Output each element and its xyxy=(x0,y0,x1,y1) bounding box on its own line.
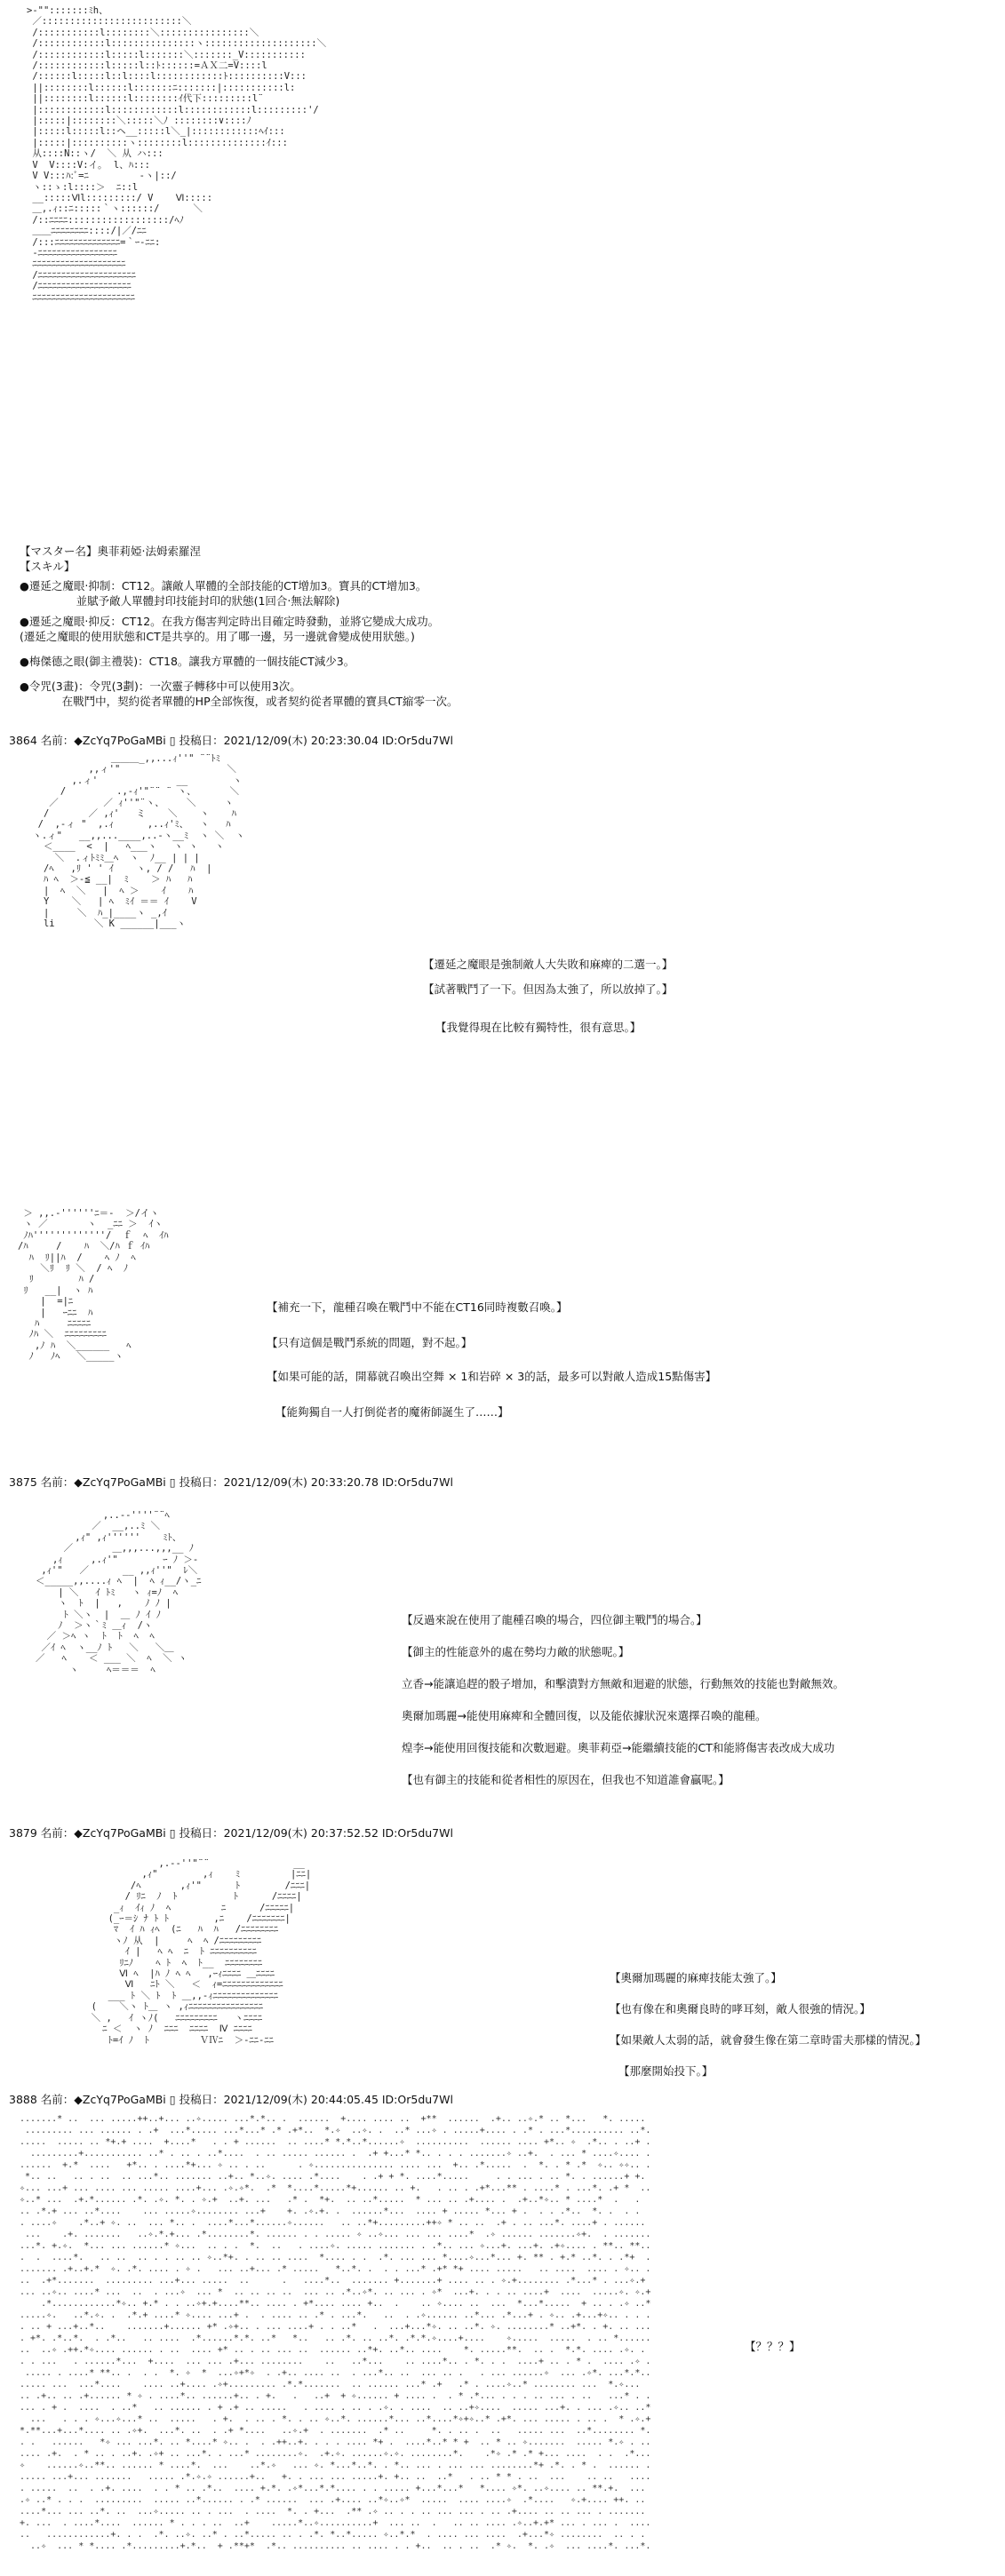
noise-row: .. .+.. .. .+...... * ✧ . ....*.. ......+.. . +. . ..+ + ✧...... + .... . . * .*... . . . .. ... . .. ...* . . xyxy=(20,2391,651,2401)
noise-row: ..... . ....* **.. . . . *. ✧ * ...✧+*✧ . .+.. .... .. . ...*.. .. ... .. . . ... ......✧ ... .✧*. ...*.*.. xyxy=(20,2368,651,2378)
noise-row: .. ..✧ .++.*✧.... ...... . .. .... +* .. . .. ... .. ...... ..*+. ..*.. .... *. .....**. .. . *.*. .... .✧. . xyxy=(20,2345,651,2355)
noise-row: ......... ... ...... . .+ ...*..... ...*...* .* .+*.. *.✧ ..✧. . ..* ...✧ . .....+.... . .* . ...*.......... ..*. xyxy=(20,2126,651,2135)
noise-row: ..✧ ... * *.... .*.........+.*.. + .**+* .*.. .......... .. .... . . +.. .. . .. .* ✧. *. .✧ ... ....*. ...*. xyxy=(20,2541,651,2551)
noise-row: .. .+*....... ......... ...+... ..... .. . ....*.. ....... +.......+ .... .. . ✧.+........ .*...* . ...✧.+ xyxy=(20,2276,651,2286)
noise-row: *.. .. .. . .. .. ...*.. ....... ..+.. *..✧. .... .*.... . .+ + *. ....*..... . . ... . .. *. . ......+ +. xyxy=(20,2172,651,2182)
dialogue-line: 【如果敵人太弱的話，就會發生像在第二章時雷夫那樣的情況。】 xyxy=(610,2033,927,2047)
noise-row: ..... ... ...*.... .... ..+.... .✧+......... .*.*....... .. ...... ...* .+ .* . ....✧..* ........ ... *.✧... xyxy=(20,2380,651,2389)
noise-row: ... . + . .... . ..* .. ...... . + .+ .. ..... . .... . .. . .✧. . .... .. ..+✧.... ..... ...+. . ... .✧.. ..* xyxy=(20,2403,651,2413)
skill-line: 並賦予敵人單體封印技能封印的狀態(1回合‧無法解除) xyxy=(20,594,340,608)
noise-row: . ..... .. . .+. .... . . * .. .*.. .... +.*. .✧*...*.*.... . . ..... +...*...* *.... ✧*. ..✧.... .. **.+. ... xyxy=(20,2484,651,2493)
noise-row: .....✧. ..*.✧. . .*.+ ....* ✧.... ...+ . . .... .. .* . ...*. .. . .✧...... ..*... .*...+ . ✧.. .+...+✧.. . . . xyxy=(20,2310,651,2320)
post-header: 3888 名前：◆ZcYq7PoGaMBi ▯ 投稿日：2021/12/09(木) 20:44:05.45 ID:Or5du7Wl xyxy=(9,2093,453,2106)
skill-line: (遷延之魔眼的使用狀態和CT是共享的。用了哪一邊，另一邊就會變成使用狀態。) xyxy=(20,630,415,643)
noise-row: .... .+. . * .. . ..+. .✧+ .. ...*. . ...* ........✧. .+.✧. ......✧.✧. ........*. .*✧ .* .* +... .... . . .*... xyxy=(20,2449,651,2459)
noise-row: . ....✧ .*..+ ✧. .. ... *.. . ....*...*......✧...... .. ..*+.........++✧ * .. .. .+ . .. ...*. ....+ . ...... xyxy=(20,2218,651,2228)
noise-row: . +*. .*..*. . .*.. .. .... .*......*.*. ..* *.. .. .*. .. ..*. .*.*.✧....+.... ✧..... ..... . .. *...... xyxy=(20,2334,651,2343)
dialogue-line: 【遷延之魔眼是強制敵人大失敗和麻痺的二選一。】 xyxy=(423,958,674,971)
noise-row: ....... .+..+.* ✧. .*. .... . ✧ . ... ..+... .* ..... *..*. . . . ...* .+* *+ .... ..... .. .... .... . ✧.. . xyxy=(20,2264,651,2274)
dialogue-line: 奧爾加瑪麗→能使用麻痺和全體回復，以及能依據狀況來選擇召喚的龍種。 xyxy=(402,1709,767,1722)
dialogue-line: 【我覺得現在比較有獨特性，很有意思。】 xyxy=(435,1021,642,1034)
noise-row: ✧ ......✧..**.. ...... * ....*. ... ..*.✧ ... ✧. *...*..*. . *.. ... . ... ... ........*+ .*. . * . ...... . xyxy=(20,2461,651,2470)
dialogue-line: 【御主的性能意外的處在勢均力敵的狀態呢。】 xyxy=(402,1645,630,1658)
ascii-art-character: ,.-‐''"¨¨ __ ,ｨ" ,ｨ ﾐ |ﾆﾆ| /ﾍ ,ｨ'" ﾄ /ﾆﾆﾆ| / ﾘﾆ ﾉ ﾄ ﾄ /ﾆﾆﾆﾆ| _ｨ ｲｨ ﾉ ﾍ ﾆ /ﾆﾆﾆﾆﾆ| (_ｰ＝ｼ ﾅ ﾄ ﾄ ,ﾆ /ﾆﾆﾆﾆﾆﾆﾆ| ﾏ ｲ ﾊ ｨﾍ (ﾆ ﾊ ﾊ /ﾆﾆﾆﾆﾆﾆﾆﾆ ヽﾉ 从 | ﾍ ﾍ /ﾆﾆﾆﾆﾆﾆﾆﾆﾆ ｲ | ﾍ ﾍ ﾆ ﾄ ﾆﾆﾆﾆﾆﾆﾆﾆﾆﾆ ﾘﾆﾉ ﾍ ﾄ ﾍ ﾄ__ ﾆﾆﾆﾆﾆﾆﾆﾆ Ⅵ ﾍ |ﾊ ﾉ ﾍ ﾍ ,ｰｨﾆﾆﾆﾆ ＿ﾆﾆﾆﾆ Ⅵ ﾆﾄ ＼ ＜ ｨ=ﾆﾆﾆﾆﾆﾆﾆﾆﾆﾆﾆﾆﾆ ___ ﾄ ＼ ﾄ ﾄ ＿,,-ｨﾆﾆﾆﾆﾆﾆﾆﾆﾆﾆﾆﾆﾆﾆ ( ＼ヽ ﾄ＿ ヽ ,ｨﾆﾆﾆﾆﾆﾆﾆﾆﾆﾆﾆﾆﾆﾆﾆﾆ ＼ , ｲ ヽﾉ( ﾆﾆﾆﾆﾆﾆﾆﾆﾆ ヽﾆﾆﾆﾆ ﾆ ＜ ヽ ﾉ ﾆﾆﾆ ﾆﾆﾆﾆ Ⅳ ﾆﾆﾆﾆ ﾄ=ｲ ﾉ ﾄ ＶⅣﾆ ＞‐ﾆﾆ‐ﾆﾆ xyxy=(91,1858,312,2046)
noise-row: .........+........... ..* . .. . ..*.... . .. ..... ...... . .+ +...* *.. . . . .......✧ ..+. . ... * ....✧.... . xyxy=(20,2149,651,2159)
skill-line: 在戰鬥中，契約從者單體的HP全部恢復，或者契約從者單體的寶具CT縮零一次。 xyxy=(20,695,459,708)
noise-row: ✧..* ... .+.*...... .*. .✧. *. . ✧.+ ..+. ... .* . *+. .. ..*..... * ... .. .+.... . .+..*✧.. * ....* . . xyxy=(20,2195,651,2205)
noise-row: .. ............+. . . .*. ..✧. ..* . ..*..... .. . .*. *..*..... ✧..*.* . .... ... .... .+...*✧ ........ .. . . xyxy=(20,2530,651,2540)
ascii-art-character: ＿＿＿_,,...ｨ''" ¨¨ﾄﾐ ,,ィ'" ＼ ,.ィ' __ ヽ / .,-ｨ'"¨¨ ¨ ヽ、 ＼ ／ ／ ｨ''"¨ヽ、 ＼ ヽ / ／ ,ｨ' ミ ＼ ヽ ﾊ / ,-ィ " ,.ｨ ,..ｨ'ﾐ、 ヽ ﾊ ヽ.ィ" __,,...____,..-ヽ__ﾐ ヽ ＼ ヽ ＜____ < | ﾍ___ヽ ヽ ヽ ヽ ＼ .ィﾄﾐﾐ＿ﾍ ヽ ﾉ__ | | | /ﾍ ,ﾘ ' ' ｲ ヽ, / / ﾊ | ﾊ ﾍ ＞‐≦ __| ﾐ ＞ ﾊ ﾊ | ﾍ ＼ | ﾍ ＞ ｲ ﾊ Y ＼ | ﾍ ﾐｲ ＝＝ ｲ V | ＼ ﾊ_|____ヽ _,ｲ li ＼ K ______|___ヽ xyxy=(32,753,245,930)
skill-line: ●遷延之魔眼‧抑反：CT12。在我方傷害判定時出目確定時發動，並將它變成大成功。 xyxy=(20,615,440,628)
skill-line: ●令咒(3畫)：令咒(3劃)：一次靈子轉移中可以使用3次。 xyxy=(20,680,301,693)
dialogue-line: 立香→能讓追趕的骰子增加，和擊潰對方無敵和迴避的狀態，行動無效的技能也對敵無效。 xyxy=(402,1677,844,1690)
ascii-art-character: ,..-‐''''¨¨ﾍ ／ __,..ﾐ ＼ ,ｨ" ,ｨ'''''' ﾐﾄ、 ／ ＿,,,...,,,__ ﾉ ,ｨ ,.ｨ'" ｰ ﾉ ＞‐ ,ｨ'" ／ __ ,,ｨ''" ﾚ＼ ＜_____,,....ｨ ﾍ | ﾍ ｨ__/ヽ_ﾆ | ＼ ｲ ﾄﾐ ヽ ｨ=ﾉ ﾍ ヽ ﾄ | , ﾉ ﾉ | ﾄ ＼ヽ | ＿ ﾉ ｲ ﾉ ﾉ ＞ヽ｀ﾐ ＿ｨ /ヽ ／ ＞ﾍ ヽ ﾄ ﾄ ﾍ ﾍ ／ｲ ﾍ ヽ__ﾉ ﾄ ＼ ＼＿ ／ ﾍ ＜ ___ ＼ ﾍ ＼ ヽ ヽ ﾍ＝＝＝ ﾍ xyxy=(36,1510,202,1675)
noise-row: ... . . . ✧...✧...* .. ..... . +. . .. . *. . .. ✧..*. ......*... ..*....*✧+✧..* .+*. ... ..... . .. . * .✧.+ xyxy=(20,2414,651,2424)
noise-row: ..... ...+... ....... ..... .*.✧.✧ ......+.. +. . ... ... .....+. +.. .. ..* . .. * * . .. ... .. .. .... xyxy=(20,2472,651,2482)
post-header: 3875 名前：◆ZcYq7PoGaMBi ▯ 投稿日：2021/12/09(木) 20:33:20.78 ID:Or5du7Wl xyxy=(9,1475,453,1489)
noise-row: *.**...+...*.... .. .✧+. ...*. .. . .+ *.... ..✧.+ . ....... .* .. *. . .. . .. ..... ... ..*........ *. xyxy=(20,2426,651,2436)
noise-row: . . ... . ......*... +.... ... ... .+... ........ .. ..*... .. ....*.. . *. . . ....+ .. . * . .... .✧ . xyxy=(20,2357,651,2366)
noise-row: . . ....*. .. .. .. . . .. .. ✧..*+. . .. .. .... *.... . . .*. ... ... *....✧...*... +. ** . +.* ..*. . .*+ . xyxy=(20,2253,651,2262)
noise-row: . . ...... *✧ ... ...*. .. *....* ✧.. . . .++..+. . . . .... *+ . ....*..* * + .. * .. ✧....... ..... *.✧ . .. xyxy=(20,2437,651,2447)
dialogue-line: 【那麼開始投下。】 xyxy=(618,2064,714,2078)
ascii-art-noise-field xyxy=(20,2114,695,2558)
dialogue-line: 【奧爾加瑪麗的麻痺技能太強了。】 xyxy=(610,1971,782,1984)
skill-line: 【スキル】 xyxy=(20,560,76,573)
dialogue-line: 煌李→能使用回復技能和次數迴避。奧菲莉亞→能繼續技能的CT和能將傷害表改成大成功 xyxy=(402,1741,835,1754)
noise-row: .......* .. ... .....++..+... ..✧..... ...*.*.. . ...... +.... .... .. +** ...... .+.. ..✧.* .. *... *. ..... xyxy=(20,2114,651,2124)
skill-line: ●梅傑德之眼(御主禮裝)：CT18。讓我方單體的一個技能CT減少3。 xyxy=(20,655,355,668)
noise-row: .✧ ..* . . . ......... ..... ..*...... . .* ...... ... .+.... ..*✧..✧* ..... .... ....✧ .*.... ✧.+.... ++. .. xyxy=(20,2495,651,2505)
dialogue-line: 【也有御主的技能和從者相性的原因在，但我也不知道誰會贏呢。】 xyxy=(402,1773,730,1786)
noise-row: ..... ..... .. *+.+ .... +....* . . + ...... .. ....* *.*..*......✧ .......... ...... .... +*.. ✧ .*.. . ..+ . xyxy=(20,2137,651,2147)
noise-row: . .. + ...+..*.. .......+...... +* .✧+.. . ... ....+ . . ..* . ...+...*✧. .. ..*. ✧. ........* ..+*. . +. .. ... xyxy=(20,2322,651,2332)
noise-row: ....*... ... ..*. .. ...✧..... .. . ... . .... *. . +... .** .✧ .. . . .. ... ... . .. .+.... .. .. ... . ....... xyxy=(20,2507,651,2516)
noise-row: ...*. +.✧. *... ... ......* ✧... .. . . *. .. . ....✧. ..... ....... . .*.. ... ✧...+. ...+. .+✧.... . **.. **.. xyxy=(20,2241,651,2251)
ascii-art-top: >‐"":::::::ﾐh、 ／:::::::::::::::::::::::::＼ /:::::::::::l::::::::＼::::::::::::::::＼ /::::::::::::l:::::::::::::::ヽ::::::::::::::::::::＼ /::::::::::::l:::::l:::::::＼:::::::_V::::::::::: /::::::::::::l:::::l::ﾄ::::::=ＡＸ二=V::::l /::::::l:::::l::l::::l::::::::::::ﾄ::::::::::V::: ||::::::::l::::::l:::::::ﾆ:::::::|:::::::::::l: ||::::::::l::::::l::::::::ｲ代下:::::::::l¨ |::::::::::::l::::::::::::l::::::::::::l:::::::::'/ |:::::|::::::::＼:::::＼ﾉ ::::::::∨::::ﾉ |:::::l:::::l::ヘ__:::::l＼_|::::::::::::ﾍｲ::: |:::::|::::::::::ヽ::::::::l::::::::::::::ｲ::: 从::::N::ヽ/ ＼ 从 ハ::: V V::::V:イ｡ l、ﾊ::: V V:::ﾊ:ﾞ=ﾆ ‐ヽ|::/ ヽ::ゝ:l::::＞ ﾆ::l __:::::Ⅵl:::::::::/ V Ⅵ::::: ＿,.ｨ::ﾆ:::::｀ヽ::::::/ ＼ /::ﾆﾆﾆﾆ::::::::::::::::::/ﾍﾉ ＿＿ﾆﾆﾆﾆﾆﾆﾆﾆ::::/|／/ﾆﾆ /:::ﾆﾆﾆﾆﾆﾆﾆﾆﾆﾆﾆﾆﾆﾆ=｀ｰ‐ﾆﾆ: ‐ﾆﾆﾆﾆﾆﾆﾆﾆﾆﾆﾆﾆﾆﾆﾆﾆﾆ ﾆﾆﾆﾆﾆﾆﾆﾆﾆﾆﾆﾆﾆﾆﾆﾆﾆﾆﾆﾆ /ﾆﾆﾆﾆﾆﾆﾆﾆﾆﾆﾆﾆﾆﾆﾆﾆﾆﾆﾆﾆﾆ /ﾆﾆﾆﾆﾆﾆﾆﾆﾆﾆﾆﾆﾆﾆﾆﾆﾆﾆﾆﾆ ﾆﾆﾆﾆﾆﾆﾆﾆﾆﾆﾆﾆﾆﾆﾆﾆﾆﾆﾆﾆﾆﾆ xyxy=(27,5,327,303)
noise-row: ... ..✧.. ....* ... .. . ...✧ ... * .. .. .. .. ... .. .*..✧*. .. ... . ✧* ...+. . . .. ....+ .... .....✧. ✧.+ xyxy=(20,2287,651,2297)
noise-row: .*............*✧.. +.* . . ..✧+.+....**.. .... . +*.... .... +.. . .. ✧.... .. ... *...*..... + .. . .✧ ..* xyxy=(20,2299,651,2309)
skill-line: ●遷延之魔眼‧抑制：CT12。讓敵人單體的全部技能的CT增加3。寶具的CT增加3。 xyxy=(20,579,427,592)
skill-line: 【マスター名】奧菲莉婭‧法姆索羅涅 xyxy=(20,545,201,558)
dialogue-line: 【補充一下，龍種召喚在戰鬥中不能在CT16同時複數召喚。】 xyxy=(267,1300,568,1314)
dialogue-line: 【反過來說在使用了龍種召喚的場合，四位御主戰鬥的場合。】 xyxy=(402,1613,707,1626)
noise-row: ...... +.* .... +*.. . ....*+... ✧ .. . .. . ✧............... .... ... +.. .*..... . *. . * .* ✧.. ✧✧.. . xyxy=(20,2160,651,2170)
post-header: 3864 名前：◆ZcYq7PoGaMBi ▯ 投稿日：2021/12/09(木) 20:23:30.04 ID:Or5du7Wl xyxy=(9,734,453,747)
noise-row: ... .+. ....... ..✧.*.+... .*........*. ...... . . ..... ✧ ..✧... ... ... ....* .✧ ...... .......✧+. . ....... xyxy=(20,2230,651,2239)
dialogue-line: 【能夠獨自一人打倒從者的魔術師誕生了……】 xyxy=(275,1405,509,1419)
dialogue-line: 【試著戰鬥了一下。但因為太強了，所以放掉了。】 xyxy=(423,982,674,996)
dialogue-line: 【如果可能的話，開幕就召喚出空舞 × 1和岩碎 × 3的話，最多可以對敵人造成15點傷害】 xyxy=(267,1370,717,1383)
dialogue-line: 【也有像在和奧爾良時的哮耳刻，敵人很強的情況。】 xyxy=(610,2002,871,2015)
noise-row: ✧... ...+ ... .... ... ..... ....+... .✧.✧*. .* *....*.....*+...... .. +. . .. . .+*...** . ....* . ...*. .+ * .. xyxy=(20,2183,651,2193)
post-header: 3879 名前：◆ZcYq7PoGaMBi ▯ 投稿日：2021/12/09(木) 20:37:52.52 ID:Or5du7Wl xyxy=(9,1826,453,1840)
dialogue-line: 【？？？】 xyxy=(745,2340,801,2353)
noise-row: +. ... . ....*.... ...... * . . . .. ..+ .....*..✧..........+ ... .. . .. .. .... .✧..+.+* ... . ... . .... xyxy=(20,2518,651,2528)
ascii-art-character: ＞ ,,.‐''''''ﾆ＝‐ ＞/イヽ ヽ ／ ヽ _ﾆﾆ ＞ ｲヽ ﾉﾊ'''''''''''''/ ｆ ﾍ ｲﾊ /ﾊ / ﾊ ＼/ﾊ ｆ ｲﾊ ﾊ ﾘ||ﾊ / ﾍ ﾉ ﾍ ＼ﾘ ﾘ ＼ / ﾍ ﾉ ﾘ ﾊ / ﾘ __| ヽ ﾊ | =|ﾆ | ｰﾆﾆ ﾊ ﾊ ﾆﾆﾆﾆﾆ ﾉﾊ ＼ ﾆﾆﾆﾆﾆﾆﾆﾆﾆ ,ﾉ ﾊ ＼______ ﾍ ﾉ ﾉﾍ ＼_____ヽ xyxy=(18,1208,169,1363)
dialogue-line: 【只有這個是戰鬥系統的問題，對不起。】 xyxy=(267,1336,473,1349)
noise-row: .. .*.+ ... ..*.... ... .....✧........ ...+ +. .✧.+. . ......*... .... + ..... *... + . . . .*.. *. . . . xyxy=(20,2206,651,2216)
